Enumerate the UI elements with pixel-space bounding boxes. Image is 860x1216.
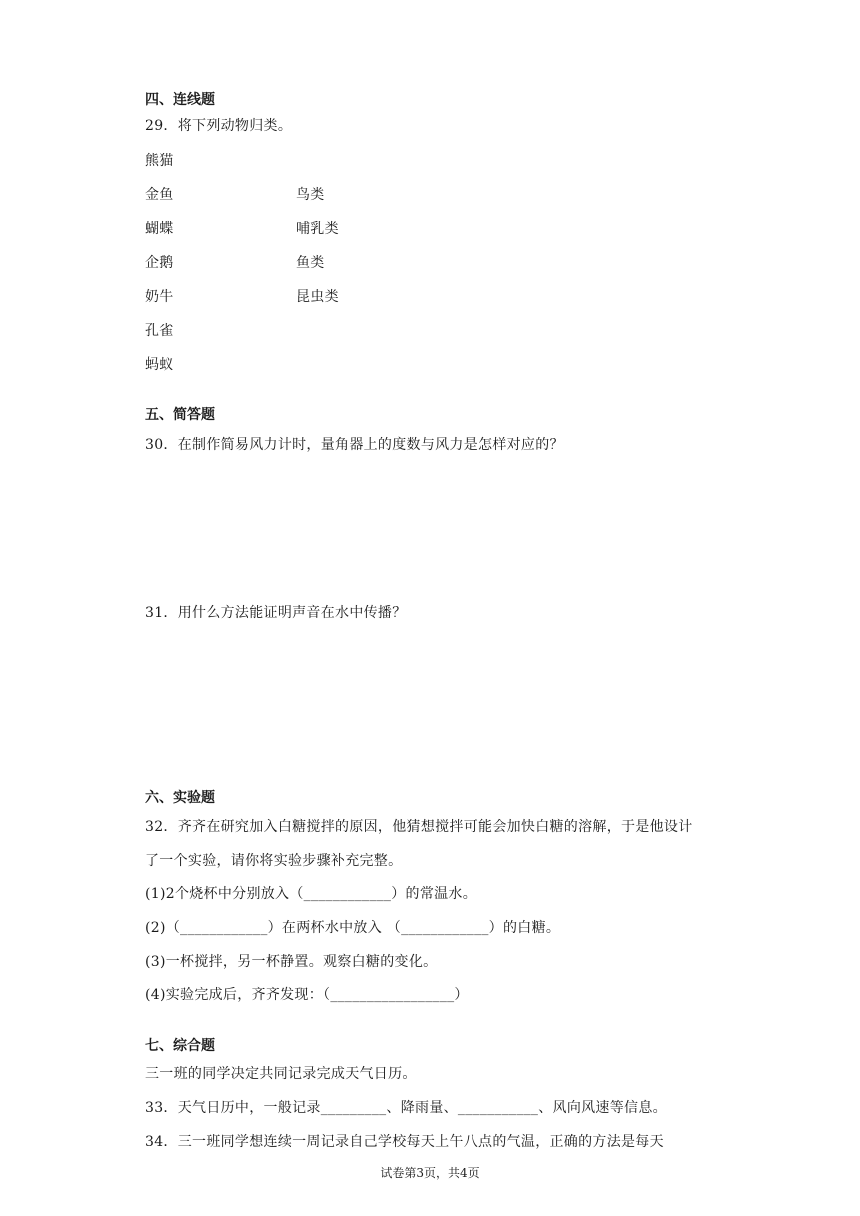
section7-intro: 三一班的同学决定共同记录完成天气日历。 <box>145 1066 417 1082</box>
animal-item: 奶牛 <box>145 289 174 305</box>
section-heading-experiment: 六、实验题 <box>145 790 215 806</box>
question-32-line2: 了一个实验，请你将实验步骤补充完整。 <box>145 853 403 869</box>
category-item: 昆虫类 <box>296 289 339 305</box>
question-30: 30．在制作简易风力计时，量角器上的度数与风力是怎样对应的？ <box>145 437 564 453</box>
category-item: 鱼类 <box>296 255 325 271</box>
animal-item: 蚂蚁 <box>145 357 174 373</box>
question-33: 33．天气日历中，一般记录_________、降雨量、___________、风向风速等信息。 <box>145 1100 667 1116</box>
question-32-line1: 32．齐齐在研究加入白糖搅拌的原因，他猜想搅拌可能会加快白糖的溶解，于是他设计 <box>145 819 693 835</box>
step-2: (2)（____________）在两杯水中放入 （____________）的白糖。 <box>145 920 561 936</box>
section-heading-short-answer: 五、简答题 <box>145 407 215 423</box>
question-34: 34．三一班同学想连续一周记录自己学校每天上午八点的气温，正确的方法是每天 <box>145 1134 664 1150</box>
animal-item: 蝴蝶 <box>145 221 174 237</box>
animal-item: 金鱼 <box>145 187 174 203</box>
step-3: (3)一杯搅拌，另一杯静置。观察白糖的变化。 <box>145 954 438 970</box>
question-29: 29．将下列动物归类。 <box>145 118 293 134</box>
step-4: (4)实验完成后，齐齐发现：（_________________） <box>145 987 469 1003</box>
animal-item: 熊猫 <box>145 153 174 169</box>
section-heading-comprehensive: 七、综合题 <box>145 1038 215 1054</box>
page-footer: 试卷第3页，共4页 <box>380 1166 480 1180</box>
animal-item: 孔雀 <box>145 323 174 339</box>
category-item: 哺乳类 <box>296 221 339 237</box>
step-1: (1)2个烧杯中分别放入（____________）的常温水。 <box>145 886 478 902</box>
question-31: 31．用什么方法能证明声音在水中传播？ <box>145 605 407 621</box>
category-item: 鸟类 <box>296 187 325 203</box>
section-heading-matching: 四、连线题 <box>145 92 215 108</box>
animal-item: 企鹅 <box>145 255 174 271</box>
